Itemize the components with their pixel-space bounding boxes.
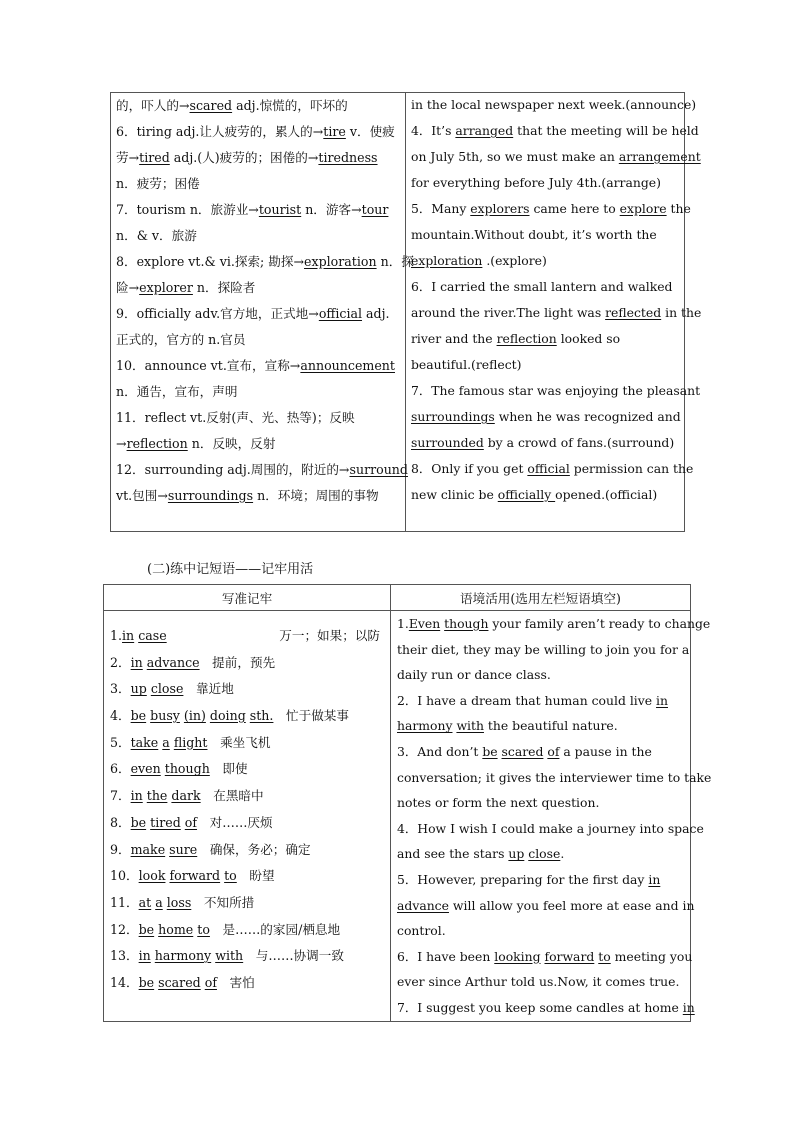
answer-blank: scared: [501, 743, 544, 759]
text-line: [411, 196, 691, 222]
answer-blank: reflection: [496, 331, 557, 346]
answer-blank: surroundings: [167, 488, 254, 503]
text-line: [397, 713, 689, 739]
answer-blank: explorers: [470, 201, 530, 216]
item-number: 5．: [110, 734, 131, 750]
text-segment: 8．explore vt.& vi.探索; 勘探→: [116, 254, 305, 269]
text-segment: in the local newspaper next week.(announce): [411, 97, 697, 112]
text-segment: your family aren’t ready to change: [488, 616, 711, 631]
phrase-word: sth.: [249, 708, 274, 724]
section-heading: (二)练中记短语——记牢用活: [147, 562, 314, 577]
phrase-gloss: 万一；如果；以防: [266, 628, 380, 643]
text-segment: 1.: [397, 616, 409, 631]
answer-blank: scared: [189, 98, 233, 113]
text-segment: .(explore): [482, 253, 547, 268]
phrase-word: to: [224, 868, 237, 884]
phrase-word: close: [150, 681, 184, 697]
phrase-item: [110, 703, 386, 730]
phrase-word: to: [197, 921, 210, 937]
text-segment: mountain.Without doubt, it’s worth the: [411, 227, 657, 242]
answer-blank: surround: [349, 462, 408, 477]
text-segment: by a crowd of fans.(surround): [483, 435, 675, 450]
phrase-word: the: [146, 788, 168, 804]
phrase-word: harmony: [154, 948, 212, 964]
text-line: [411, 92, 697, 118]
text-segment: 11．reflect vt.反射(声、光、热等)；反映: [116, 410, 355, 425]
text-line: [411, 274, 683, 300]
text-line: [411, 300, 702, 326]
item-number: 9．: [110, 841, 131, 857]
text-line: [397, 790, 689, 816]
text-segment: 正式的，官方的 n.官员: [116, 332, 246, 347]
text-line: [116, 483, 402, 509]
item-number: 14．: [110, 974, 139, 990]
phrase-item: [110, 783, 386, 810]
text-line: [397, 816, 704, 842]
phrase-word: dark: [171, 788, 201, 804]
text-line: [116, 457, 408, 483]
text-segment: n．通告，宣布，声明: [116, 384, 238, 399]
column-header-right: 语境活用(选用左栏短语填空): [460, 591, 621, 606]
phrase-word: home: [158, 921, 194, 937]
phrase-word: a: [162, 734, 170, 750]
phrase-gloss: 与……协调一致: [243, 948, 344, 964]
answer-blank: in: [682, 999, 695, 1015]
text-segment: 7．The famous star was enjoying the pleasant: [411, 383, 701, 398]
answer-blank: tour: [361, 202, 389, 217]
phrase-item: [110, 650, 386, 677]
text-segment: meeting you: [610, 948, 693, 964]
text-line: [411, 118, 699, 144]
phrase-word: advance: [146, 654, 200, 670]
answer-blank: in: [656, 692, 668, 708]
text-segment: will allow you feel more at ease and in: [448, 897, 695, 913]
answer-blank: in: [648, 871, 661, 887]
text-line: [116, 353, 402, 379]
text-line: [411, 248, 683, 274]
phrase-gloss: 忙于做某事: [273, 708, 349, 724]
phrase-word: flight: [173, 734, 208, 750]
text-segment: →: [116, 436, 127, 451]
text-segment: n．探险者: [192, 280, 256, 295]
text-line: [116, 249, 414, 275]
item-number: 8．: [110, 814, 131, 830]
phrase-item: [110, 917, 386, 944]
answer-blank: surrounded: [411, 435, 484, 450]
text-segment: adj.: [362, 306, 390, 321]
text-segment: 5．Many: [411, 201, 471, 216]
phrase-word: in: [122, 628, 135, 643]
phrase-word: in: [138, 948, 151, 964]
answer-blank: reflection: [126, 436, 188, 451]
text-line: [116, 93, 402, 119]
answer-blank: forward: [544, 948, 595, 964]
text-line: [411, 352, 683, 378]
text-line: [411, 326, 683, 352]
text-segment: 险→: [116, 280, 140, 295]
answer-blank: announcement: [300, 358, 395, 373]
text-segment: 9．officially adv.官方地，正式地→: [116, 306, 319, 321]
text-segment: notes or form the next question.: [397, 795, 600, 811]
phrase-list: [110, 623, 386, 997]
text-segment: that the meeting will be held: [513, 123, 699, 138]
text-segment: on July 5th, so we must make an: [411, 149, 619, 164]
item-number: 2．: [110, 654, 131, 670]
phrase-item: [110, 837, 386, 864]
phrase-item: [110, 970, 386, 997]
answer-blank: tired: [139, 150, 170, 165]
phrase-word: be: [130, 814, 147, 830]
phrase-gloss: 提前，预先: [199, 654, 276, 670]
text-line: [411, 456, 694, 482]
text-segment: vt.包围→: [116, 488, 168, 503]
answer-blank: explore: [619, 201, 667, 216]
text-segment: around the river.The light was: [411, 305, 606, 320]
text-segment: came here to: [529, 201, 620, 216]
answer-blank: arranged: [455, 123, 514, 138]
text-line: [397, 944, 693, 970]
phrase-word: up: [130, 681, 147, 697]
text-segment: n．探: [376, 254, 414, 269]
answer-blank: tire: [323, 124, 346, 139]
text-line: [411, 404, 683, 430]
phrase-word: be: [138, 974, 155, 990]
item-number: 10．: [110, 868, 139, 884]
text-line: [397, 969, 689, 995]
phrase-word: case: [138, 628, 167, 643]
text-segment: .: [560, 846, 565, 862]
text-segment: river and the: [411, 331, 497, 346]
answer-blank: looking: [494, 948, 541, 964]
text-segment: 劳→: [116, 150, 140, 165]
word-family-list: [116, 93, 414, 509]
phrase-item: [110, 676, 386, 703]
text-segment: 12．surrounding adj.周围的，附近的→: [116, 462, 350, 477]
text-line: [397, 688, 689, 714]
text-segment: conversation; it gives the interviewer time to take: [397, 769, 712, 785]
text-line: [397, 765, 712, 791]
text-segment: 2．I have a dream that human could live: [397, 692, 657, 708]
text-line: [397, 918, 689, 944]
answer-blank: reflected: [605, 305, 662, 320]
phrase-word: in: [130, 654, 143, 670]
column-header-left: 写准记牢: [221, 591, 273, 606]
item-number: 3．: [110, 681, 131, 697]
text-segment: 8．Only if you get: [411, 461, 528, 476]
text-line: [411, 222, 683, 248]
phrase-word: look: [138, 868, 166, 884]
text-line: [116, 119, 402, 145]
text-segment: n．反映，反射: [187, 436, 276, 451]
phrase-item: [110, 756, 386, 783]
phrase-word: tired: [150, 814, 181, 830]
text-segment: a pause in the: [559, 743, 652, 759]
answer-blank: officially: [497, 487, 556, 502]
text-segment: permission can the: [569, 461, 694, 476]
text-line: [397, 841, 689, 867]
text-line: [116, 197, 402, 223]
text-line: [397, 893, 695, 919]
text-segment: n．环境；周围的事物: [253, 488, 379, 503]
phrase-gloss: 在黑暗中: [200, 788, 264, 804]
phrase-gloss: 确保，务必；确定: [197, 841, 311, 857]
phrase-item: [110, 810, 386, 837]
phrase-item: [110, 863, 386, 890]
phrase-word: busy: [150, 708, 180, 724]
text-segment: adj.惊慌的，吓坏的: [232, 98, 348, 113]
text-line: [397, 611, 711, 637]
answer-blank: explorer: [139, 280, 193, 295]
answer-blank: Even: [408, 616, 441, 631]
text-segment: 4．How I wish I could make a journey into space: [397, 820, 704, 836]
phrase-item: [110, 730, 386, 757]
word-usage-exercises: [411, 92, 702, 508]
phrase-gloss: 对……厌烦: [197, 814, 273, 830]
text-line: [411, 378, 701, 404]
text-line: [116, 275, 402, 301]
phrase-usage-exercises: [397, 611, 712, 1021]
phrase-gloss: 不知所措: [191, 894, 255, 910]
phrase-item: [110, 943, 386, 970]
phrase-word: take: [130, 734, 159, 750]
text-segment: control.: [397, 923, 446, 939]
text-segment: v．使疲: [345, 124, 395, 139]
text-line: [397, 739, 689, 765]
item-number: 13．: [110, 948, 139, 964]
text-line: [397, 867, 689, 893]
text-segment: beautiful.(reflect): [411, 357, 522, 372]
answer-blank: harmony: [397, 718, 453, 734]
text-segment: 的，吓人的→: [116, 98, 190, 113]
phrase-word: in: [130, 788, 143, 804]
answer-blank: of: [547, 743, 560, 759]
text-line: [397, 637, 689, 663]
phrase-word: be: [138, 921, 155, 937]
text-segment: n．& v．旅游: [116, 228, 197, 243]
text-segment: their diet, they may be willing to join you for a: [397, 641, 690, 657]
answer-blank: advance: [397, 897, 449, 913]
phrase-item: [110, 890, 386, 917]
item-number: 7．: [110, 788, 131, 804]
phrase-word: make: [130, 841, 166, 857]
text-segment: the beautiful nature.: [483, 718, 618, 734]
phrase-word: with: [215, 948, 244, 964]
text-segment: 6．tiring adj.让人疲劳的，累人的→: [116, 124, 324, 139]
phrase-gloss: 即使: [209, 761, 248, 777]
text-segment: 6．I have been: [397, 948, 495, 964]
answer-blank: tourist: [258, 202, 302, 217]
text-line: [116, 223, 402, 249]
text-line: [411, 430, 683, 456]
phrase-gloss: 靠近地: [183, 681, 234, 697]
text-segment: n．游客→: [301, 202, 362, 217]
text-segment: 3．And don’t: [397, 743, 483, 759]
answer-blank: exploration: [411, 253, 483, 268]
text-segment: in the: [661, 305, 702, 320]
phrase-word: of: [184, 814, 198, 830]
phrase-gloss: 害怕: [216, 974, 255, 990]
text-line: [116, 171, 402, 197]
phrase-word: doing: [209, 708, 246, 724]
text-line: [116, 145, 402, 171]
answer-blank: arrangement: [618, 149, 701, 164]
text-line: [116, 301, 402, 327]
phrase-word: loss: [166, 894, 192, 910]
phrase-word: even: [130, 761, 161, 777]
text-line: [116, 327, 402, 353]
phrase-word: sure: [169, 841, 198, 857]
answer-blank: surroundings: [411, 409, 495, 424]
phrase-table-divider: [390, 584, 391, 1022]
phrase-word: at: [138, 894, 152, 910]
phrase-word: of: [204, 974, 217, 990]
phrase-word: (in): [183, 708, 206, 724]
text-segment: and see the stars: [397, 846, 509, 862]
answer-blank: to: [598, 948, 611, 964]
phrase-word: scared: [158, 974, 201, 990]
text-line: [116, 431, 402, 457]
text-segment: adj.(人)疲劳的；困倦的→: [169, 150, 319, 165]
text-segment: when he was recognized and: [494, 409, 681, 424]
text-segment: ever since Arthur told us.Now, it comes true.: [397, 974, 680, 990]
answer-blank: with: [456, 718, 484, 734]
phrase-word: though: [164, 761, 210, 777]
phrase-gloss: 是……的家园/栖息地: [209, 921, 341, 937]
phrase-item: [110, 623, 386, 650]
answer-blank: close: [528, 846, 561, 862]
text-line: [116, 379, 402, 405]
answer-blank: tiredness: [318, 150, 378, 165]
phrase-word: be: [130, 708, 147, 724]
text-segment: 7．tourism n．旅游业→: [116, 202, 259, 217]
phrase-gloss: 乘坐飞机: [207, 734, 271, 750]
answer-blank: up: [508, 846, 525, 862]
text-segment: daily run or dance class.: [397, 667, 551, 683]
phrase-gloss: 盼望: [236, 868, 275, 884]
text-line: [397, 662, 689, 688]
text-line: [411, 482, 683, 508]
text-segment: 5．However, preparing for the first day: [397, 871, 649, 887]
item-number: 4．: [110, 708, 131, 724]
answer-blank: exploration: [304, 254, 377, 269]
answer-blank: though: [444, 616, 489, 631]
phrase-word: forward: [169, 868, 221, 884]
text-segment: new clinic be: [411, 487, 498, 502]
text-segment: 10．announce vt.宣布，宣称→: [116, 358, 301, 373]
answer-blank: official: [527, 461, 570, 476]
text-segment: 7．I suggest you keep some candles at home: [397, 999, 683, 1015]
text-segment: 6．I carried the small lantern and walked: [411, 279, 673, 294]
item-number: 11．: [110, 894, 139, 910]
item-number: 6．: [110, 761, 131, 777]
text-segment: n．疲劳；困倦: [116, 176, 200, 191]
phrase-word: a: [155, 894, 163, 910]
text-segment: 4．It’s: [411, 123, 456, 138]
text-segment: for everything before July 4th.(arrange): [411, 175, 661, 190]
item-number: 12．: [110, 921, 139, 937]
text-segment: looked so: [556, 331, 621, 346]
text-line: [411, 144, 701, 170]
text-line: [397, 995, 695, 1021]
answer-blank: official: [318, 306, 363, 321]
text-segment: opened.(official): [555, 487, 658, 502]
text-segment: the: [666, 201, 691, 216]
item-number: 1.: [110, 628, 123, 643]
answer-blank: be: [482, 743, 498, 759]
text-line: [411, 170, 683, 196]
text-line: [116, 405, 402, 431]
